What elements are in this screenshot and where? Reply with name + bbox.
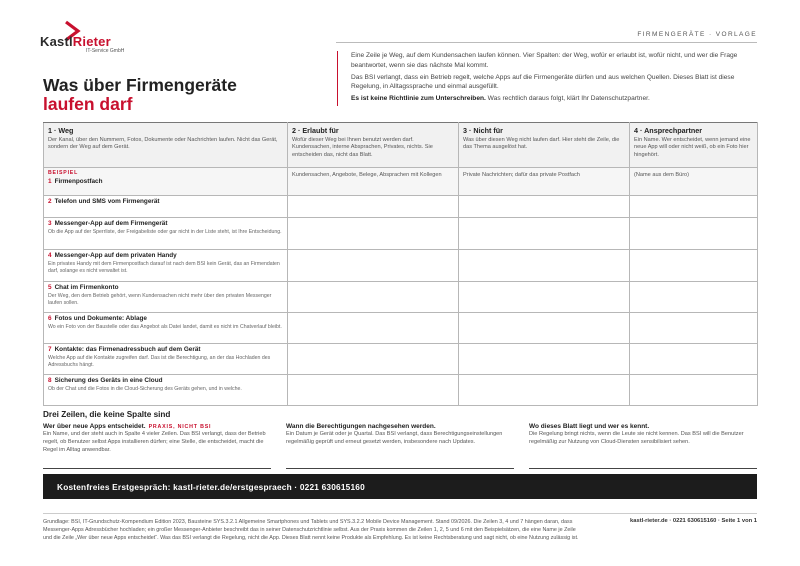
row-ansprechpartner-cell[interactable] [630,282,758,313]
example-tag: BEISPIEL [48,170,79,176]
row-ansprechpartner-cell[interactable] [630,313,758,344]
table-row [44,218,758,250]
intro-paragraph-3: Es ist keine Richtlinie zum Unterschreiben. Was rechtlich daraus folgt, klärt Ihr Datenschutzpartner. [351,95,650,102]
row-weg-cell: 6 Fotos und Dokumente: Ablage Wo ein Foto von der Baustelle oder das Angebot als Datei landet, damit es nicht im Chatverlauf bleibt. [44,313,288,344]
row-weg-cell: 2 Telefon und SMS vom Firmengerät [44,196,288,218]
header-erlaubt: 2 · Erlaubt für Wofür dieser Weg bei Ihnen benutzt werden darf. Kundensachen, interne Absprachen, Privates, nichts. Sie entscheiden das, nicht das Blatt. [288,123,459,168]
table-row [44,250,758,282]
example-row [44,168,758,196]
row-erlaubt-cell[interactable] [288,196,459,218]
question-description: Ein Datum je Gerät oder je Quartal. Das BSI verlangt, dass Berechtigungseinstellungen regelmäßig geprüft und erneut gesetzt werden, insbesondere nach Updates. [286,431,503,445]
example-weg-cell: BEISPIEL 1 Firmenpostfach [44,168,288,196]
question-permissions [286,423,514,447]
answer-line[interactable] [286,468,514,469]
row-weg-cell: 3 Messenger-App auf dem Firmengerät Ob die App auf der Sperrliste, der Freigabeliste oder gar nicht in der Liste steht, ist Ihre Entscheidung. [44,218,288,250]
footer-contact: kastl-rieter.de · 0221 630615160 · Seite 1 von 1 [630,518,757,524]
header-ansprechpartner: 4 · Ansprechpartner Ein Name. Wer entscheidet, wenn jemand eine neue App will oder nicht weiß, ob ein Foto hier hingehört. [630,123,758,168]
footer-divider [43,513,757,514]
row-nicht-fuer-cell[interactable] [459,313,630,344]
row-nicht-fuer-cell[interactable] [459,218,630,250]
header-divider [336,42,757,43]
question-heading: Wo dieses Blatt liegt und wer es kennt. [529,423,650,430]
page-title [43,76,237,114]
intro-paragraph-2: Das BSI verlangt, dass ein Betrieb regelt, welche Apps auf die Firmengeräte dürfen und aus welchen Quellen. Dieses Blatt ist diese Regelung, in Alltagssprache und einmal ausgefüllt. [351,73,735,90]
question-heading: Wer über neue Apps entscheidet. PRAXIS, NICHT BSI [43,423,212,430]
row-nicht-fuer-cell[interactable] [459,375,630,406]
header-nicht-fuer: 3 · Nicht für Was über diesen Weg nicht laufen darf. Hier steht die Zeile, die das Thema ausgelöst hat. [459,123,630,168]
brand-name: KastlRieter [40,34,111,49]
row-weg-cell: 4 Messenger-App auf dem privaten Handy Ein privates Handy mit dem Firmenpostfach darauf ist nach dem BSI kein Gerät, das an Firmendaten darf, solange es nicht verwaltet ist. [44,250,288,282]
question-location [529,423,757,447]
intro-text [337,51,757,106]
answer-line[interactable] [43,468,271,469]
row-erlaubt-cell[interactable] [288,218,459,250]
row-erlaubt-cell[interactable] [288,344,459,375]
header-weg: 1 · Weg Der Kanal, über den Nummern, Fotos, Dokumente oder Nachrichten laufen. Nicht das Gerät, sondern der Weg auf dem Gerät. [44,123,288,168]
practice-tag: PRAXIS, NICHT BSI [148,424,212,430]
table-row [44,344,758,375]
row-nicht-fuer-cell[interactable] [459,282,630,313]
table-row [44,196,758,218]
cta-banner[interactable]: Kostenfreies Erstgespräch: kastl-rieter.de/erstgespraech · 0221 630615160 [43,474,757,499]
footer-sources: Grundlage: BSI, IT-Grundschutz-Kompendium Edition 2023, Bausteine SYS.3.2.1 Allgemeine Smartphones und Tablets und SYS.3.2.2 Mobile Device Management. Stand 09/2026. Die Zeilen 3, 4 und 7 hängen daran, dass Messenger-Apps Adressbücher hochladen; ein großer Messenger-Anbieter beschreibt das in seiner Datenschutzrichtlinie selbst. Aus der Praxis kommen die Zeilen 1, 2, 5 und 6 mit den Beispielsätzen, die eine Name je Zeile und die Zeile „Wer über neue Apps entscheidet“. Was das BSI verlangt die Regelung, nicht die App. Dieses Blatt nennt keine Produkte als Empfehlung. Es ist keine Rechtsberatung und sagt nicht, ob eine Nutzung zulässig ist. [43,519,579,541]
table-row [44,313,758,344]
title-line-2: laufen darf [43,94,133,114]
table-header-row [44,123,758,168]
row-nicht-fuer-cell[interactable] [459,344,630,375]
channels-table [43,122,758,406]
example-ansprechpartner-cell[interactable]: (Name aus dem Büro) [630,168,758,196]
question-description: Ein Name, und der steht auch in Spalte 4 vieler Zeilen. Das BSI verlangt, dass der Betrieb regelt, ob Benutzer selbst Apps installieren dürfen; eine Stelle, die entscheidet, macht die Regel im Alltag anwendbar. [43,431,266,453]
lower-section-title: Drei Zeilen, die keine Spalte sind [43,410,171,419]
table-row [44,282,758,313]
row-ansprechpartner-cell[interactable] [630,375,758,406]
row-ansprechpartner-cell[interactable] [630,344,758,375]
row-ansprechpartner-cell[interactable] [630,196,758,218]
table-row [44,375,758,406]
row-ansprechpartner-cell[interactable] [630,250,758,282]
brand-subtitle: IT-Service GmbH [86,48,125,54]
row-erlaubt-cell[interactable] [288,313,459,344]
intro-paragraph-1: Eine Zeile je Weg, auf dem Kundensachen laufen können. Vier Spalten: der Weg, wofür er erlaubt ist, wofür nicht, und wer die Frage beantwortet, wenn sie das nächste Mal kommt. [351,52,738,69]
question-heading: Wann die Berechtigungen nachgesehen werden. [286,423,436,430]
example-nicht-fuer-cell[interactable]: Private Nachrichten; dafür das private Postfach [459,168,630,196]
brand-logo [40,20,150,56]
example-erlaubt-cell[interactable]: Kundensachen, Angebote, Belege, Absprachen mit Kollegen [288,168,459,196]
title-line-1: Was über Firmengeräte [43,75,237,95]
row-erlaubt-cell[interactable] [288,250,459,282]
row-erlaubt-cell[interactable] [288,282,459,313]
answer-line[interactable] [529,468,757,469]
row-weg-cell: 5 Chat im Firmenkonto Der Weg, den dem Betrieb gehört, wenn Kundensachen nicht mehr über den privaten Messenger laufen sollen. [44,282,288,313]
document-label: FIRMENGERÄTE · VORLAGE [637,31,757,38]
row-erlaubt-cell[interactable] [288,375,459,406]
row-weg-cell: 8 Sicherung des Geräts in eine Cloud Ob der Chat und die Fotos in die Cloud-Sicherung des Geräts gehen, und in welche. [44,375,288,406]
row-weg-cell: 7 Kontakte: das Firmenadressbuch auf dem Gerät Welche App auf die Kontakte zugreifen darf. Das ist die Berechtigung, an der das Hochladen des Adressbuchs hängt. [44,344,288,375]
row-nicht-fuer-cell[interactable] [459,196,630,218]
question-apps [43,423,271,454]
question-description: Die Regelung bringt nichts, wenn die Leute sie nicht kennen. Das BSI will die Benutzer regelmäßig zur Nutzung von Cloud-Diensten sensibilisiert sehen. [529,431,744,445]
row-nicht-fuer-cell[interactable] [459,250,630,282]
row-ansprechpartner-cell[interactable] [630,218,758,250]
